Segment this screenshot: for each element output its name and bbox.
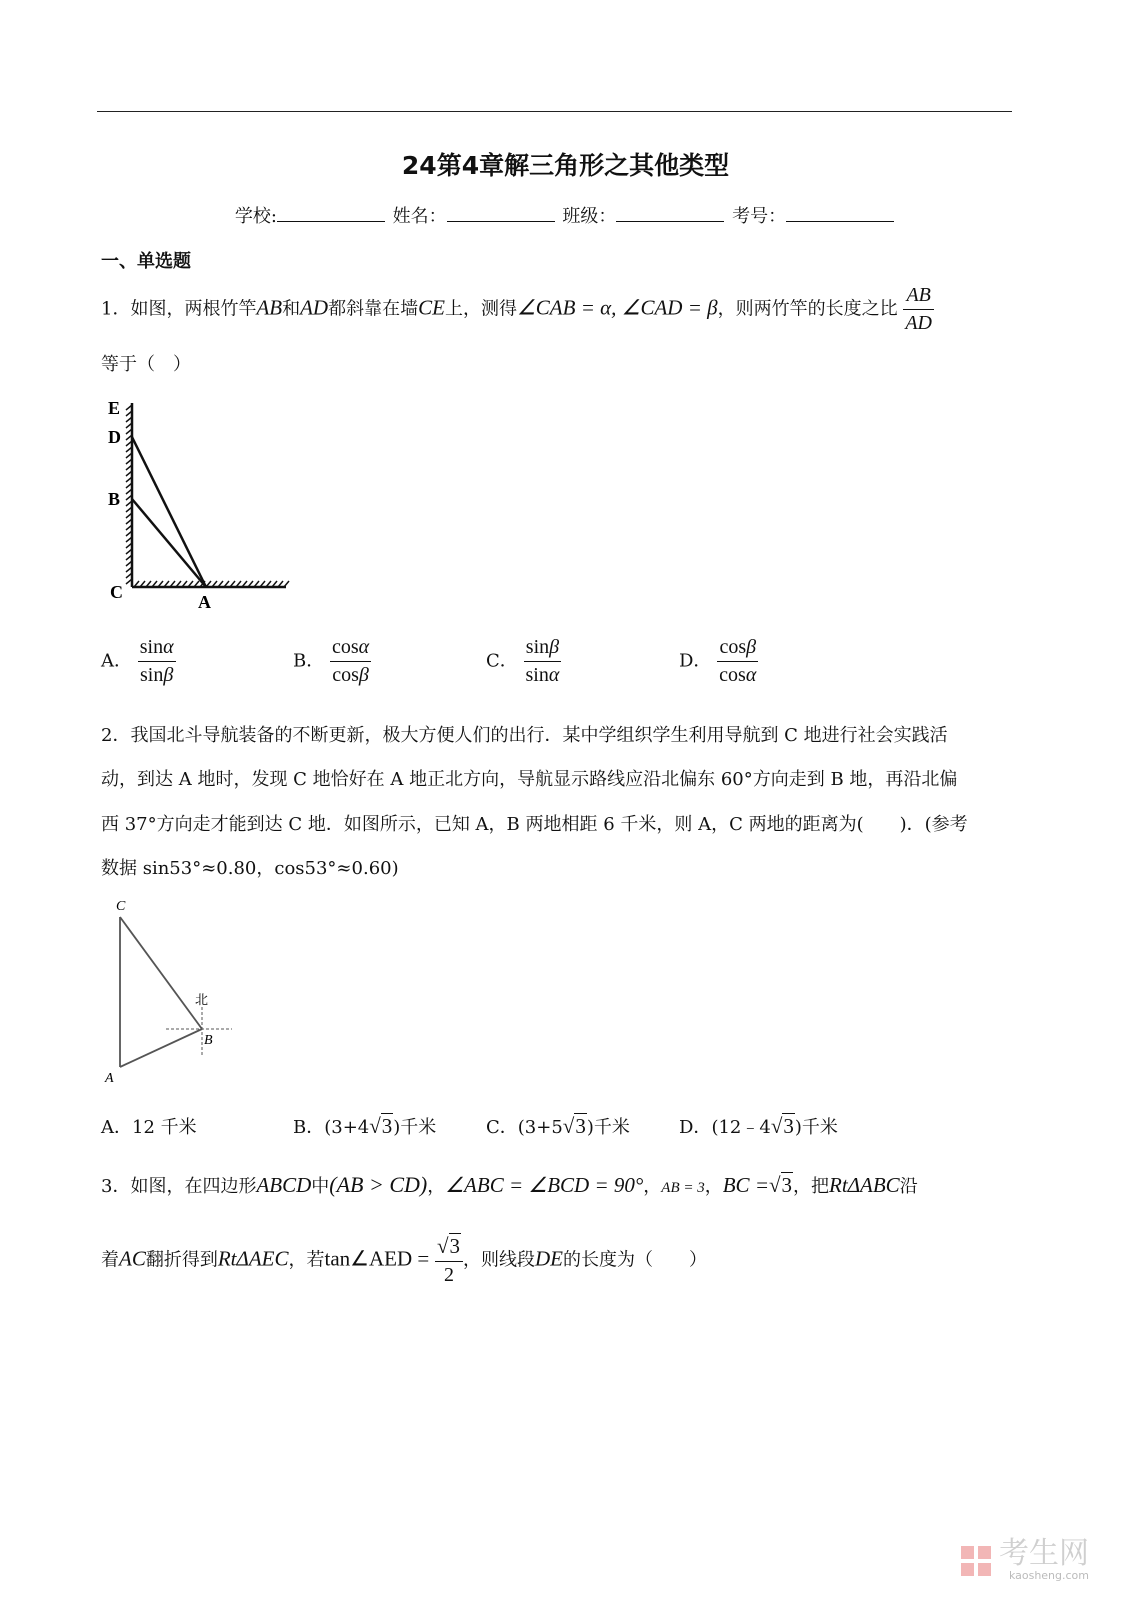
label-b: B (204, 1033, 213, 1048)
q3-text: ，若 (288, 1249, 325, 1271)
q2-line2: 动，到达 A 地时，发现 C 地恰好在 A 地正北方向，导航显示路线应沿北偏东 60°方向走到 B 地，再沿北偏 (101, 769, 958, 790)
option-post: )千米 (586, 1117, 630, 1138)
option-text: 12 千米 (132, 1117, 197, 1138)
q3-tan-fraction (435, 1234, 463, 1287)
label-north: 北 (195, 993, 209, 1008)
label-a: A (198, 592, 211, 612)
option-fraction (717, 636, 758, 687)
q1-and: 和 (282, 298, 301, 320)
q3-rt2: RtΔAEC (217, 1246, 289, 1271)
school-label: 学校: (234, 206, 277, 227)
denominator: 2 (443, 1264, 454, 1286)
q1-text-b: 都斜靠在墙 (328, 298, 419, 320)
option-letter: A． (101, 650, 132, 672)
option-post: )千米 (794, 1117, 838, 1138)
q3-text-2: 中 (311, 1176, 330, 1197)
q3-comma: ， (643, 1176, 662, 1197)
q3-de: DE (535, 1246, 563, 1271)
radicand: 3 (783, 1114, 794, 1138)
q1-text: 如图，两根竹竿 (130, 298, 257, 320)
q1-option-c[interactable] (486, 636, 561, 687)
option-letter: C． (486, 650, 518, 672)
q2-line1: 2．我国北斗导航装备的不断更新，极大方便人们的出行．某中学组织学生利用导航到 C 地进行社会实践活 (101, 725, 948, 746)
exam-number-blank[interactable] (786, 205, 894, 222)
q1-number: 1． (101, 298, 131, 320)
q3-text: 翻折得到 (145, 1249, 218, 1271)
sqrt-symbol: √3 (769, 1173, 793, 1197)
num-fn: cos (719, 636, 747, 658)
den-var: β (358, 664, 369, 686)
num-var: α (163, 636, 174, 658)
sqrt-symbol: √3 (770, 1114, 794, 1138)
q3-text: 的长度为（ ） (563, 1249, 707, 1271)
q1-option-a[interactable] (101, 636, 176, 687)
q1-option-d[interactable] (679, 636, 758, 687)
label-d: D (108, 427, 121, 447)
q1-ratio-den: AD (905, 312, 932, 334)
num-var: β (746, 636, 757, 658)
wall-hatching (126, 403, 289, 587)
q3-cond4: BC = (722, 1173, 769, 1197)
section-title: 一、单选题 (101, 251, 191, 272)
q3-text: 如图，在四边形 (130, 1176, 257, 1197)
q1-ratio (903, 284, 934, 335)
option-letter: B． (293, 650, 325, 672)
q1-figure (100, 395, 300, 613)
label-c: C (116, 899, 126, 914)
den-fn: cos (332, 664, 359, 686)
radicand: 3 (575, 1114, 586, 1138)
q3-ac: AC (119, 1246, 146, 1271)
q3-comma: ， (427, 1176, 446, 1197)
den-var: β (163, 664, 174, 686)
sqrt-symbol: √3 (436, 1234, 460, 1258)
sqrt-symbol: √3 (562, 1114, 586, 1138)
option-letter: B． (293, 1117, 325, 1138)
q3-cond3: AB = 3 (661, 1180, 705, 1196)
q3-comma: ， (704, 1176, 723, 1197)
watermark-text: 考生网 (999, 1536, 1089, 1571)
school-blank[interactable] (277, 205, 385, 222)
den-fn: sin (525, 664, 549, 686)
option-post: )千米 (393, 1117, 437, 1138)
sqrt-symbol: √3 (369, 1114, 393, 1138)
student-info-line (0, 202, 1131, 228)
q1-ad: AD (300, 295, 329, 320)
q3-line2 (101, 1234, 707, 1287)
watermark-logo-icon (959, 1544, 993, 1578)
radicand: 3 (781, 1173, 793, 1197)
num-var: β (549, 636, 560, 658)
den-var: α (745, 664, 757, 686)
num-fn: cos (331, 636, 359, 658)
q1-text-c: 上，测得 (444, 298, 517, 320)
q2-figure (100, 895, 240, 1087)
q3-tan: tan∠AED = (324, 1246, 430, 1271)
option-pre: (12﹣4 (711, 1117, 771, 1138)
option-pre: (3+4 (324, 1117, 370, 1138)
q3-rt1: RtΔABC (829, 1173, 900, 1197)
q2-option-a[interactable] (101, 1113, 197, 1139)
q1-ratio-num: AB (903, 284, 934, 310)
name-blank[interactable] (447, 205, 555, 222)
q3-line1 (101, 1172, 918, 1198)
label-e: E (108, 398, 121, 418)
q1-angles: ∠CAB = α, ∠CAD = β (516, 295, 718, 320)
q3-text: 着 (101, 1249, 119, 1271)
q3-cond1: (AB > CD) (329, 1172, 428, 1197)
num-fn: sin (139, 636, 164, 658)
hatch-mark (284, 581, 289, 587)
option-letter: C． (486, 1117, 518, 1138)
q3-cond2: ∠ABC = ∠BCD = 90° (445, 1173, 644, 1197)
option-fraction (138, 636, 176, 687)
radicand: 3 (381, 1114, 393, 1138)
class-label: 班级： (562, 206, 617, 227)
segment-cb (120, 917, 202, 1029)
q3-abcd: ABCD (256, 1173, 312, 1197)
watermark (959, 1536, 1089, 1582)
q3-text-4: 沿 (899, 1176, 918, 1197)
label-c: C (110, 582, 123, 602)
den-fn: sin (140, 664, 164, 686)
q1-ab: AB (256, 295, 283, 320)
option-letter: A． (101, 1117, 132, 1138)
watermark-url: kaosheng.com (1008, 1569, 1089, 1582)
header-rule (97, 111, 1012, 112)
q1-line1 (101, 284, 934, 335)
q3-number: 3． (101, 1176, 131, 1197)
option-letter: D． (679, 650, 712, 672)
q2-line4: 数据 sin53°≈0.80，cos53°≈0.60) (101, 858, 399, 879)
q2-option-b[interactable] (293, 1113, 436, 1139)
segment-ab (120, 1029, 202, 1067)
class-blank[interactable] (616, 205, 724, 222)
q1-text-d: ，则两竹竿的长度之比 (717, 298, 898, 320)
option-fraction (524, 636, 562, 687)
exam-number-label: 考号： (732, 206, 787, 227)
page-title: 24第4章解三角形之其他类型 (401, 151, 730, 180)
den-var: α (548, 664, 560, 686)
option-pre: (3+5 (517, 1117, 563, 1138)
q1-option-b[interactable] (293, 636, 371, 687)
option-letter: D． (679, 1117, 712, 1138)
option-fraction (330, 636, 371, 687)
q3-text-3: ，把 (793, 1176, 830, 1197)
label-b: B (108, 489, 121, 509)
radicand: 3 (449, 1234, 460, 1258)
q1-ce: CE (418, 295, 445, 320)
num-var: α (358, 636, 370, 658)
q2-line3: 西 37°方向走才能到达 C 地．如图所示，已知 A，B 两地相距 6 千米，则 A，C 两地的距离为( )．(参考 (101, 814, 968, 835)
q2-option-c[interactable] (486, 1113, 630, 1139)
label-a: A (105, 1071, 114, 1086)
q1-line2: 等于（ ） (101, 354, 191, 375)
name-label: 姓名： (392, 206, 447, 227)
q2-option-d[interactable] (679, 1113, 838, 1139)
num-fn: sin (525, 636, 550, 658)
den-fn: cos (719, 664, 746, 686)
q3-text: ，则线段 (463, 1249, 535, 1271)
